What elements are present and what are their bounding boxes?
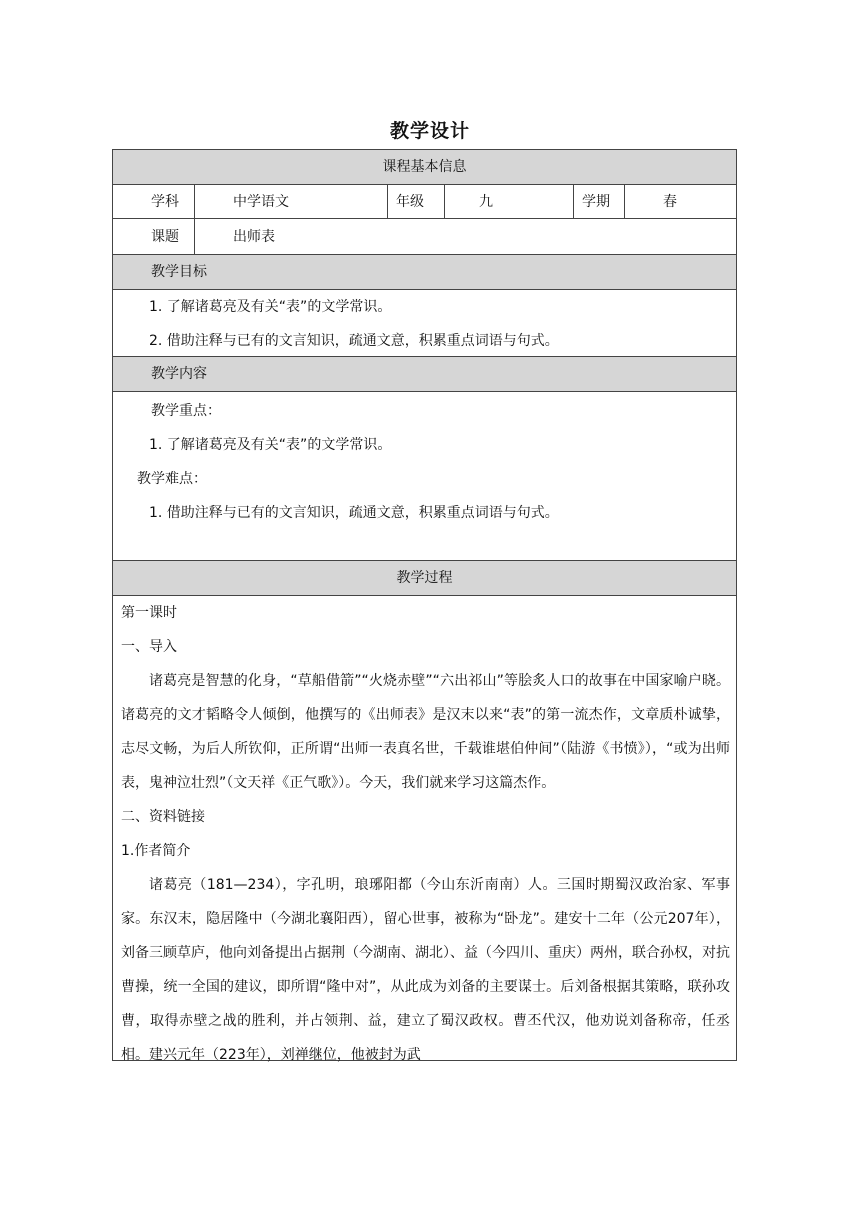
section-materials-heading: 二、资料链接	[121, 809, 205, 825]
author-intro-heading: 1.作者简介	[121, 843, 191, 859]
key-points-label: 教学重点：	[151, 403, 221, 419]
topic-value: 出师表	[233, 229, 275, 245]
key-point-item: 1. 了解诸葛亮及有关“表”的文学常识。	[149, 437, 392, 453]
content-body	[113, 392, 736, 561]
lesson-plan-table	[112, 149, 737, 1061]
content-header: 教学内容	[113, 357, 736, 392]
subject-value: 中学语文	[195, 185, 388, 218]
author-paragraph: 诸葛亮（181—234），字孔明，琅琊阳都（今山东沂南南）人。三国时期蜀汉政治家、军事家。东汉末，隐居隆中（今湖北襄阳西），留心世事，被称为“卧龙”。建安十二年（公元207年），刘备三顾草庐，他向刘备提出占据荆（今湖南、湖北）、益（今四川、重庆）两州，联合孙权，对抗曹操，统一全国的建议，即所谓“隆中对”，从此成为刘备的主要谋士。后刘备根据其策略，联孙攻曹，取得赤壁之战的胜利，并占领荆、益，建立了蜀汉政权。曹丕代汉，他劝说刘备称帝，任丞相。建兴元年（223年），刘禅继位，他被封为武	[121, 877, 730, 1063]
basic-info-header: 课程基本信息	[113, 150, 736, 185]
objective-item: 2. 借助注释与已有的文言知识，疏通文意，积累重点词语与句式。	[149, 333, 559, 349]
objective-item: 1. 了解诸葛亮及有关“表”的文学常识。	[149, 299, 392, 315]
document-title: 教学设计	[389, 120, 470, 142]
difficult-point-item: 1. 借助注释与已有的文言知识，疏通文意，积累重点词语与句式。	[149, 505, 559, 521]
objectives-header: 教学目标	[113, 255, 736, 290]
subject-label: 学科	[113, 185, 195, 218]
intro-paragraph: 诸葛亮是智慧的化身，“草船借箭”“火烧赤壁”“六出祁山”等脍炙人口的故事在中国家喻户晓。诸葛亮的文才韬略令人倾倒，他撰写的《出师表》是汉末以来“表”的第一流杰作，文章质朴诚挚，志尽文畅，为后人所钦仰，正所谓“出师一表真名世，千载谁堪伯仲间”（陆游《书愤》），“或为出师表，鬼神泣壮烈”（文天祥《正气歌》）。今天，我们就来学习这篇杰作。	[121, 673, 730, 791]
process-body	[113, 596, 736, 1063]
difficult-points-label: 教学难点：	[137, 471, 207, 487]
section-intro-heading: 一、导入	[121, 639, 177, 655]
grade-label: 年级	[388, 185, 445, 218]
process-header: 教学过程	[113, 561, 736, 596]
objectives-body	[113, 290, 736, 357]
topic-row	[113, 219, 736, 255]
term-label: 学期	[574, 185, 625, 218]
term-value: 春	[663, 194, 677, 210]
topic-label: 课题	[113, 219, 195, 254]
subject-row	[113, 185, 736, 219]
grade-value: 九	[445, 185, 574, 218]
lesson-label: 第一课时	[121, 605, 177, 621]
